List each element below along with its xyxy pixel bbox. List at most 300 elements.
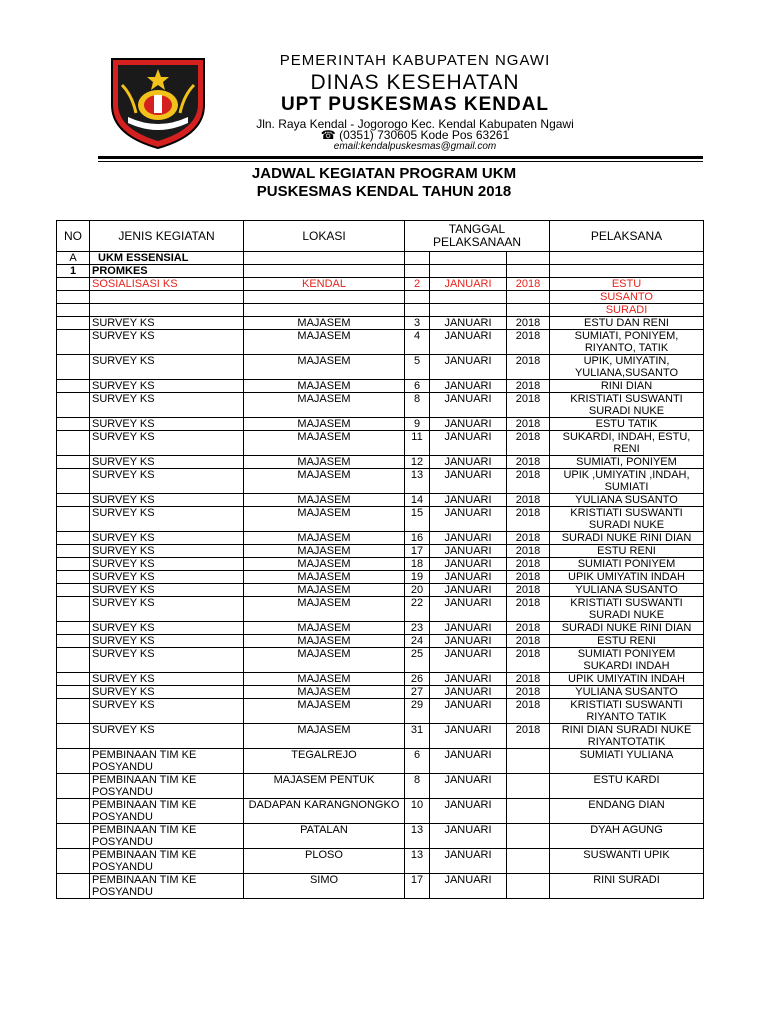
tanggal-cell: 13	[405, 849, 430, 874]
tanggal-cell: 2	[405, 278, 430, 291]
document-subtitle: PUSKESMAS KENDAL TAHUN 2018	[256, 183, 512, 200]
tanggal-cell: 17	[405, 874, 430, 899]
section-label: UKM ESSENSIAL	[90, 252, 244, 265]
tanggal-cell: 8	[405, 774, 430, 799]
pelaksana-cell: RINI SURADI	[550, 874, 704, 899]
pelaksana-cell: ESTU RENI	[550, 635, 704, 648]
empty-cell	[244, 265, 405, 278]
agency-name: DINAS KESEHATAN	[310, 71, 520, 94]
ngawi-regency-crest-icon	[108, 55, 208, 151]
pelaksana-cell: SUKARDI, INDAH, ESTU, RENI	[550, 431, 704, 456]
pelaksana-cell: SUSWANTI UPIK	[550, 849, 704, 874]
bulan-cell: JANUARI	[430, 824, 507, 849]
lokasi-cell: MAJASEM	[244, 380, 405, 393]
no-cell	[57, 291, 90, 304]
subsection-no: 1	[57, 265, 90, 278]
tanggal-cell: 3	[405, 317, 430, 330]
table-row	[57, 799, 704, 824]
no-cell	[57, 494, 90, 507]
phone-line	[215, 128, 615, 142]
no-cell	[57, 456, 90, 469]
tanggal-cell: 31	[405, 724, 430, 749]
pelaksana-cell: RINI DIAN	[550, 380, 704, 393]
no-cell	[57, 749, 90, 774]
lokasi-cell: MAJASEM	[244, 724, 405, 749]
lokasi-cell: PLOSO	[244, 849, 405, 874]
jenis-cell: SURVEY KS	[90, 393, 244, 418]
lokasi-cell: MAJASEM	[244, 469, 405, 494]
jenis-cell: PEMBINAAN TIM KE POSYANDU	[90, 774, 244, 799]
table-row	[57, 584, 704, 597]
phone-icon: ☎	[320, 128, 336, 142]
table-row	[57, 418, 704, 431]
address-text: Jln. Raya Kendal - Jogorogo Kec. Kendal Kabupaten Ngawi	[256, 117, 574, 131]
pelaksana-cell: SUSANTO	[550, 291, 704, 304]
jenis-cell: PEMBINAAN TIM KE POSYANDU	[90, 749, 244, 774]
empty-cell	[405, 252, 430, 265]
lokasi-cell: PATALAN	[244, 824, 405, 849]
jenis-cell: SURVEY KS	[90, 724, 244, 749]
tahun-cell: 2018	[507, 494, 550, 507]
jenis-cell: PEMBINAAN TIM KE POSYANDU	[90, 824, 244, 849]
bulan-cell	[430, 304, 507, 317]
bulan-cell: JANUARI	[430, 431, 507, 456]
lokasi-cell: KENDAL	[244, 278, 405, 291]
empty-cell	[244, 252, 405, 265]
tahun-cell: 2018	[507, 724, 550, 749]
jenis-cell: SURVEY KS	[90, 317, 244, 330]
lokasi-cell: MAJASEM	[244, 317, 405, 330]
table-row	[57, 545, 704, 558]
lokasi-cell: MAJASEM	[244, 597, 405, 622]
pelaksana-cell: KRISTIATI SUSWANTI RIYANTO TATIK	[550, 699, 704, 724]
table-row	[57, 622, 704, 635]
pelaksana-cell: KRISTIATI SUSWANTI SURADI NUKE	[550, 597, 704, 622]
bulan-cell: JANUARI	[430, 571, 507, 584]
jenis-cell: SURVEY KS	[90, 622, 244, 635]
table-row	[57, 648, 704, 673]
jenis-cell: SURVEY KS	[90, 648, 244, 673]
pelaksana-cell: SUMIATI PONIYEM SUKARDI INDAH	[550, 648, 704, 673]
pelaksana-cell: KRISTIATI SUSWANTI SURADI NUKE	[550, 507, 704, 532]
bulan-cell: JANUARI	[430, 380, 507, 393]
jenis-cell: SURVEY KS	[90, 456, 244, 469]
header-tanggal: TANGGAL PELAKSANAAN	[405, 221, 550, 252]
pelaksana-cell: ENDANG DIAN	[550, 799, 704, 824]
table-row	[57, 749, 704, 774]
bulan-cell: JANUARI	[430, 494, 507, 507]
tanggal-cell: 9	[405, 418, 430, 431]
jenis-cell: SURVEY KS	[90, 686, 244, 699]
bulan-cell: JANUARI	[430, 355, 507, 380]
government-name: PEMERINTAH KABUPATEN NGAWI	[279, 52, 551, 69]
tanggal-cell: 4	[405, 330, 430, 355]
tahun-cell: 2018	[507, 418, 550, 431]
pelaksana-cell: ESTU DAN RENI	[550, 317, 704, 330]
lokasi-cell	[244, 291, 405, 304]
jenis-cell: PEMBINAAN TIM KE POSYANDU	[90, 874, 244, 899]
tahun-cell: 2018	[507, 507, 550, 532]
bulan-cell: JANUARI	[430, 799, 507, 824]
tanggal-cell: 6	[405, 380, 430, 393]
tanggal-cell: 15	[405, 507, 430, 532]
bulan-cell: JANUARI	[430, 317, 507, 330]
lokasi-cell: SIMO	[244, 874, 405, 899]
tanggal-cell: 22	[405, 597, 430, 622]
institution-name: UPT PUSKESMAS KENDAL	[280, 94, 550, 115]
bulan-cell: JANUARI	[430, 724, 507, 749]
pelaksana-cell: RINI DIAN SURADI NUKE RIYANTOTATIK	[550, 724, 704, 749]
no-cell	[57, 686, 90, 699]
tanggal-cell: 19	[405, 571, 430, 584]
pelaksana-cell: YULIANA SUSANTO	[550, 584, 704, 597]
tahun-cell	[507, 824, 550, 849]
tahun-cell	[507, 874, 550, 899]
bulan-cell: JANUARI	[430, 597, 507, 622]
no-cell	[57, 824, 90, 849]
jenis-cell: PEMBINAAN TIM KE POSYANDU	[90, 799, 244, 824]
no-cell	[57, 799, 90, 824]
no-cell	[57, 849, 90, 874]
tahun-cell: 2018	[507, 699, 550, 724]
tahun-cell: 2018	[507, 673, 550, 686]
bulan-cell: JANUARI	[430, 456, 507, 469]
tanggal-cell: 14	[405, 494, 430, 507]
tanggal-cell	[405, 304, 430, 317]
bulan-cell: JANUARI	[430, 545, 507, 558]
empty-cell	[550, 265, 704, 278]
empty-cell	[507, 265, 550, 278]
tahun-cell: 2018	[507, 545, 550, 558]
empty-cell	[405, 265, 430, 278]
schedule-table	[56, 220, 704, 899]
pelaksana-cell: UPIK UMIYATIN INDAH	[550, 571, 704, 584]
table-header-row	[57, 221, 704, 252]
pelaksana-cell: SURADI	[550, 304, 704, 317]
tahun-cell: 2018	[507, 380, 550, 393]
lokasi-cell: MAJASEM	[244, 648, 405, 673]
tahun-cell: 2018	[507, 330, 550, 355]
table-row	[57, 571, 704, 584]
no-cell	[57, 558, 90, 571]
pelaksana-cell: DYAH AGUNG	[550, 824, 704, 849]
lokasi-cell: MAJASEM	[244, 507, 405, 532]
lokasi-cell: MAJASEM	[244, 456, 405, 469]
pelaksana-cell: ESTU TATIK	[550, 418, 704, 431]
no-cell	[57, 673, 90, 686]
table-row	[57, 774, 704, 799]
phone-text: (0351) 730605 Kode Pos 63261	[339, 128, 510, 142]
tanggal-cell: 23	[405, 622, 430, 635]
pelaksana-cell: SUMIATI, PONIYEM	[550, 456, 704, 469]
no-cell	[57, 724, 90, 749]
bulan-cell: JANUARI	[430, 532, 507, 545]
no-cell	[57, 431, 90, 456]
pelaksana-cell: YULIANA SUSANTO	[550, 494, 704, 507]
tanggal-cell: 20	[405, 584, 430, 597]
no-cell	[57, 622, 90, 635]
bulan-cell: JANUARI	[430, 774, 507, 799]
bulan-cell: JANUARI	[430, 418, 507, 431]
bulan-cell: JANUARI	[430, 469, 507, 494]
table-row	[57, 874, 704, 899]
tahun-cell: 2018	[507, 597, 550, 622]
table-row	[57, 355, 704, 380]
header-pelaksana: PELAKSANA	[550, 221, 704, 252]
pelaksana-cell: ESTU	[550, 278, 704, 291]
header-jenis: JENIS KEGIATAN	[90, 221, 244, 252]
tahun-cell	[507, 799, 550, 824]
jenis-cell: SOSIALISASI KS	[90, 278, 244, 291]
no-cell	[57, 355, 90, 380]
tahun-cell: 2018	[507, 571, 550, 584]
bulan-cell	[430, 291, 507, 304]
tahun-cell	[507, 774, 550, 799]
table-row	[57, 380, 704, 393]
table-row	[57, 699, 704, 724]
bulan-cell: JANUARI	[430, 622, 507, 635]
letterhead-divider-thin	[98, 161, 703, 162]
tanggal-cell: 8	[405, 393, 430, 418]
table-row	[57, 291, 704, 304]
bulan-cell: JANUARI	[430, 635, 507, 648]
lokasi-cell: MAJASEM	[244, 635, 405, 648]
table-row	[57, 330, 704, 355]
no-cell	[57, 648, 90, 673]
tanggal-cell: 11	[405, 431, 430, 456]
jenis-cell	[90, 304, 244, 317]
tanggal-cell: 25	[405, 648, 430, 673]
pelaksana-cell: SUMIATI, PONIYEM, RIYANTO, TATIK	[550, 330, 704, 355]
subsection-row	[57, 265, 704, 278]
table-row	[57, 304, 704, 317]
table-row	[57, 469, 704, 494]
lokasi-cell: MAJASEM	[244, 532, 405, 545]
tahun-cell: 2018	[507, 584, 550, 597]
jenis-cell: SURVEY KS	[90, 558, 244, 571]
lokasi-cell: MAJASEM	[244, 330, 405, 355]
table-row	[57, 849, 704, 874]
tanggal-cell: 5	[405, 355, 430, 380]
tanggal-cell: 27	[405, 686, 430, 699]
no-cell	[57, 584, 90, 597]
empty-cell	[430, 265, 507, 278]
no-cell	[57, 545, 90, 558]
tahun-cell	[507, 749, 550, 774]
pelaksana-cell: UPIK ,UMIYATIN ,INDAH, SUMIATI	[550, 469, 704, 494]
table-row	[57, 494, 704, 507]
tahun-cell: 2018	[507, 278, 550, 291]
header-no: NO	[57, 221, 90, 252]
tahun-cell: 2018	[507, 456, 550, 469]
jenis-cell: SURVEY KS	[90, 532, 244, 545]
jenis-cell: SURVEY KS	[90, 507, 244, 532]
table-row	[57, 317, 704, 330]
jenis-cell: SURVEY KS	[90, 635, 244, 648]
bulan-cell: JANUARI	[430, 558, 507, 571]
bulan-cell: JANUARI	[430, 278, 507, 291]
tanggal-cell: 13	[405, 469, 430, 494]
lokasi-cell: MAJASEM	[244, 494, 405, 507]
header-lokasi: LOKASI	[244, 221, 405, 252]
pelaksana-cell: SUMIATI PONIYEM	[550, 558, 704, 571]
no-cell	[57, 330, 90, 355]
tanggal-cell: 29	[405, 699, 430, 724]
tanggal-cell: 26	[405, 673, 430, 686]
lokasi-cell: MAJASEM	[244, 584, 405, 597]
pelaksana-cell: KRISTIATI SUSWANTI SURADI NUKE	[550, 393, 704, 418]
table-row	[57, 507, 704, 532]
table-row	[57, 597, 704, 622]
bulan-cell: JANUARI	[430, 699, 507, 724]
table-row	[57, 673, 704, 686]
pelaksana-cell: SUMIATI YULIANA	[550, 749, 704, 774]
lokasi-cell: MAJASEM PENTUK	[244, 774, 405, 799]
tanggal-cell: 17	[405, 545, 430, 558]
bulan-cell: JANUARI	[430, 686, 507, 699]
table-row	[57, 278, 704, 291]
no-cell	[57, 317, 90, 330]
tanggal-cell: 10	[405, 799, 430, 824]
tahun-cell: 2018	[507, 622, 550, 635]
jenis-cell: SURVEY KS	[90, 418, 244, 431]
tanggal-cell: 18	[405, 558, 430, 571]
tahun-cell: 2018	[507, 469, 550, 494]
subsection-label: PROMKES	[90, 265, 244, 278]
jenis-cell: SURVEY KS	[90, 597, 244, 622]
lokasi-cell: DADAPAN KARANGNONGKO	[244, 799, 405, 824]
lokasi-cell: MAJASEM	[244, 622, 405, 635]
no-cell	[57, 874, 90, 899]
jenis-cell: SURVEY KS	[90, 494, 244, 507]
bulan-cell: JANUARI	[430, 330, 507, 355]
lokasi-cell: MAJASEM	[244, 686, 405, 699]
table-row	[57, 724, 704, 749]
empty-cell	[507, 252, 550, 265]
no-cell	[57, 571, 90, 584]
bulan-cell: JANUARI	[430, 648, 507, 673]
lokasi-cell: TEGALREJO	[244, 749, 405, 774]
no-cell	[57, 635, 90, 648]
pelaksana-cell: ESTU KARDI	[550, 774, 704, 799]
table-row	[57, 635, 704, 648]
section-no: A	[57, 252, 90, 265]
email-text: email:kendalpuskesmas@gmail.com	[333, 141, 497, 152]
bulan-cell: JANUARI	[430, 584, 507, 597]
pelaksana-cell: YULIANA SUSANTO	[550, 686, 704, 699]
tahun-cell: 2018	[507, 317, 550, 330]
bulan-cell: JANUARI	[430, 874, 507, 899]
table-row	[57, 431, 704, 456]
lokasi-cell: MAJASEM	[244, 699, 405, 724]
bulan-cell: JANUARI	[430, 507, 507, 532]
jenis-cell: SURVEY KS	[90, 699, 244, 724]
table-row	[57, 532, 704, 545]
jenis-cell: SURVEY KS	[90, 330, 244, 355]
no-cell	[57, 597, 90, 622]
tahun-cell: 2018	[507, 355, 550, 380]
table-row	[57, 393, 704, 418]
document-title: JADWAL KEGIATAN PROGRAM UKM	[251, 165, 517, 182]
tahun-cell: 2018	[507, 635, 550, 648]
empty-cell	[550, 252, 704, 265]
lokasi-cell: MAJASEM	[244, 393, 405, 418]
tanggal-cell	[405, 291, 430, 304]
bulan-cell: JANUARI	[430, 393, 507, 418]
bulan-cell: JANUARI	[430, 749, 507, 774]
pelaksana-cell: SURADI NUKE RINI DIAN	[550, 622, 704, 635]
tahun-cell: 2018	[507, 686, 550, 699]
pelaksana-cell: UPIK UMIYATIN INDAH	[550, 673, 704, 686]
no-cell	[57, 507, 90, 532]
lokasi-cell: MAJASEM	[244, 571, 405, 584]
jenis-cell	[90, 291, 244, 304]
bulan-cell: JANUARI	[430, 673, 507, 686]
pelaksana-cell: ESTU RENI	[550, 545, 704, 558]
no-cell	[57, 532, 90, 545]
jenis-cell: SURVEY KS	[90, 545, 244, 558]
tahun-cell	[507, 291, 550, 304]
pelaksana-cell: SURADI NUKE RINI DIAN	[550, 532, 704, 545]
tahun-cell: 2018	[507, 431, 550, 456]
no-cell	[57, 393, 90, 418]
no-cell	[57, 380, 90, 393]
jenis-cell: SURVEY KS	[90, 469, 244, 494]
jenis-cell: PEMBINAAN TIM KE POSYANDU	[90, 849, 244, 874]
table-row	[57, 456, 704, 469]
jenis-cell: SURVEY KS	[90, 571, 244, 584]
lokasi-cell: MAJASEM	[244, 545, 405, 558]
tahun-cell	[507, 849, 550, 874]
jenis-cell: SURVEY KS	[90, 380, 244, 393]
no-cell	[57, 699, 90, 724]
lokasi-cell: MAJASEM	[244, 355, 405, 380]
lokasi-cell: MAJASEM	[244, 418, 405, 431]
tanggal-cell: 16	[405, 532, 430, 545]
no-cell	[57, 774, 90, 799]
bulan-cell: JANUARI	[430, 849, 507, 874]
lokasi-cell: MAJASEM	[244, 558, 405, 571]
no-cell	[57, 304, 90, 317]
table-row	[57, 824, 704, 849]
no-cell	[57, 469, 90, 494]
tanggal-cell: 12	[405, 456, 430, 469]
letterhead-divider	[98, 156, 703, 159]
no-cell	[57, 278, 90, 291]
lokasi-cell: MAJASEM	[244, 673, 405, 686]
table-row	[57, 686, 704, 699]
section-row	[57, 252, 704, 265]
lokasi-cell: MAJASEM	[244, 431, 405, 456]
tanggal-cell: 24	[405, 635, 430, 648]
empty-cell	[430, 252, 507, 265]
tahun-cell: 2018	[507, 558, 550, 571]
pelaksana-cell: UPIK, UMIYATIN, YULIANA,SUSANTO	[550, 355, 704, 380]
lokasi-cell	[244, 304, 405, 317]
jenis-cell: SURVEY KS	[90, 584, 244, 597]
tahun-cell: 2018	[507, 393, 550, 418]
no-cell	[57, 418, 90, 431]
tahun-cell: 2018	[507, 532, 550, 545]
table-row	[57, 558, 704, 571]
tahun-cell: 2018	[507, 648, 550, 673]
jenis-cell: SURVEY KS	[90, 355, 244, 380]
jenis-cell: SURVEY KS	[90, 431, 244, 456]
tahun-cell	[507, 304, 550, 317]
tanggal-cell: 13	[405, 824, 430, 849]
jenis-cell: SURVEY KS	[90, 673, 244, 686]
tanggal-cell: 6	[405, 749, 430, 774]
